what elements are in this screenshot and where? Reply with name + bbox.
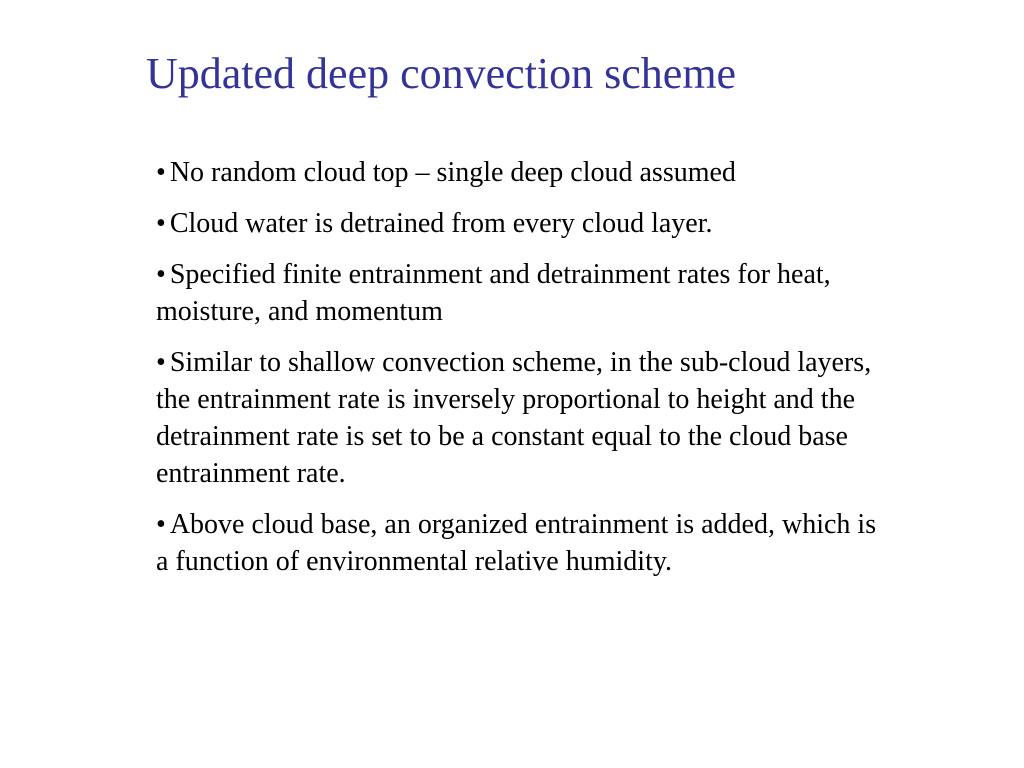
bullet-list xyxy=(156,154,886,594)
bullet-marker: • xyxy=(156,509,166,540)
bullet-text: Specified finite entrainment and detrainment rates for heat, moisture, and momentum xyxy=(156,259,831,327)
bullet-text: Above cloud base, an organized entrainment is added, which is a function of environmental relative humidity. xyxy=(156,509,877,577)
bullet-marker: • xyxy=(156,157,166,188)
bullet-item xyxy=(156,205,886,242)
bullet-item xyxy=(156,344,886,492)
bullet-marker: • xyxy=(156,208,166,239)
bullet-text: Similar to shallow convection scheme, in the sub-cloud layers, the entrainment rate is inversely proportional to height and the detrainment rate is set to be a constant equal to the cloud base entrainment rate. xyxy=(156,347,872,489)
bullet-text: Cloud water is detrained from every cloud layer. xyxy=(169,208,713,239)
slide-title: Updated deep convection scheme xyxy=(146,49,737,98)
bullet-marker: • xyxy=(156,259,166,290)
bullet-item xyxy=(156,506,886,580)
bullet-item xyxy=(156,256,886,330)
bullet-item xyxy=(156,154,886,191)
bullet-marker: • xyxy=(156,347,166,378)
bullet-text: No random cloud top – single deep cloud assumed xyxy=(169,157,736,188)
